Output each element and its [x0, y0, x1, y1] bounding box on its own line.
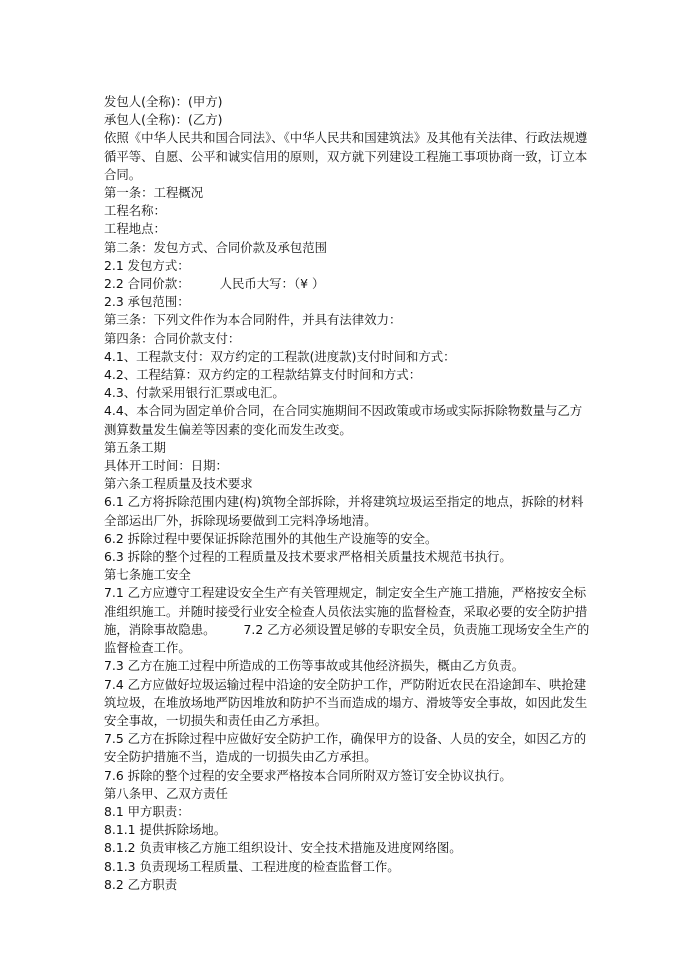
clause-8-1-3: 8.1.3 负责现场工程质量、工程进度的检查监督工作。 [104, 858, 400, 874]
clause-4-3: 4.3、付款采用银行汇票或电汇。 [104, 385, 285, 401]
clause-2-2-amount: 人民币大写：（¥ ） [219, 276, 325, 292]
project-name-line: 工程名称： [104, 203, 166, 219]
clause-8-2: 8.2 乙方职责 [104, 876, 178, 892]
clause-6-3: 6.3 拆除的整个过程的工程质量及技术要求严格相关质量技术规范书执行。 [104, 549, 512, 565]
clause-2-2-label: 2.2 合同价款： [104, 276, 190, 292]
article-2-title: 第二条：发包方式、合同价款及承包范围 [104, 239, 328, 255]
clause-7-4: 7.4 乙方应做好垃圾运输过程中沿途的安全防护工作，严防附近农民在沿途卸车、哄抢建筑垃圾，在堆放场地严防因堆放和防护不当而造成的塌方、滑坡等安全事故，如因此发生安全事故，一切损失和责任由乙方承担。 [104, 676, 588, 728]
party-b-line: 承包人(全称)：(乙方) [104, 112, 223, 128]
clause-4-4: 4.4、本合同为固定单价合同，在合同实施期间不因政策或市场或实际拆除物数量与乙方测算数量发生偏差等因素的变化而发生改变。 [104, 403, 583, 437]
clause-6-2: 6.2 拆除过程中要保证拆除范围外的其他生产设施等的安全。 [104, 530, 438, 546]
clause-2-3: 2.3 承包范围： [104, 294, 190, 310]
contract-document [104, 93, 592, 894]
clause-8-1-1: 8.1.1 提供拆除场地。 [104, 822, 227, 838]
party-a-line: 发包人(全称)：(甲方) [104, 94, 223, 109]
clause-8-1-2: 8.1.2 负责审核乙方施工组织设计、安全技术措施及进度网络图。 [104, 840, 462, 856]
clause-4-2: 4.2、工程结算：双方约定的工程款结算支付时间和方式： [104, 367, 422, 383]
intro-paragraph: 依照《中华人民共和国合同法》、《中华人民共和国建筑法》及其他有关法律、行政法规遵循平等、自愿、公平和诚实信用的原则，双方就下列建设工程施工事项协商一致，订立本合同。 [104, 130, 588, 182]
clause-7-1: 7.1 乙方应遵守工程建设安全生产有关管理规定，制定安全生产施工措施，严格按安全标准组织施工。并随时接受行业安全检查人员依法实施的监督检查，采取必要的安全防护措施，消除事故隐患。 [104, 585, 588, 637]
start-date-line: 具体开工时间：日期： [104, 458, 228, 474]
article-5-title: 第五条工期 [104, 439, 166, 455]
article-6-title: 第六条工程质量及技术要求 [104, 476, 253, 492]
clause-7-2: 7.2 乙方必须设置足够的专职安全员，负责施工现场安全生产的监督检查工作。 [104, 621, 590, 656]
clause-2-1: 2.1 发包方式： [104, 257, 190, 273]
clause-6-1: 6.1 乙方将拆除范围内建(构)筑物全部拆除，并将建筑垃圾运至指定的地点，拆除的材料全部运出厂外，拆除现场要做到工完料净场地清。 [104, 494, 584, 528]
clause-4-1: 4.1、工程款支付：双方约定的工程款(进度款)支付时间和方式： [104, 348, 456, 364]
article-1-title: 第一条：工程概况 [104, 185, 204, 201]
article-4-title: 第四条：合同价款支付： [104, 330, 241, 346]
clause-7-6: 7.6 拆除的整个过程的安全要求严格按本合同所附双方签订安全协议执行。 [104, 767, 512, 783]
clause-8-1: 8.1 甲方职责： [104, 803, 190, 819]
clause-7-1-and-7-2 [104, 584, 592, 657]
article-8-title: 第八条甲、乙双方责任 [104, 785, 228, 801]
clause-2-2 [104, 275, 592, 293]
clause-7-3: 7.3 乙方在施工过程中所造成的工伤等事故或其他经济损失，概由乙方负责。 [104, 658, 525, 674]
clause-7-5: 7.5 乙方在拆除过程中应做好安全防护工作，确保甲方的设备、人员的安全，如因乙方的安全防护措施不当，造成的一切损失由乙方承担。 [104, 731, 587, 765]
project-location-line: 工程地点： [104, 221, 166, 237]
article-7-title: 第七条施工安全 [104, 567, 191, 583]
article-3-title: 第三条：下列文件作为本合同附件，并具有法律效力： [104, 312, 402, 328]
